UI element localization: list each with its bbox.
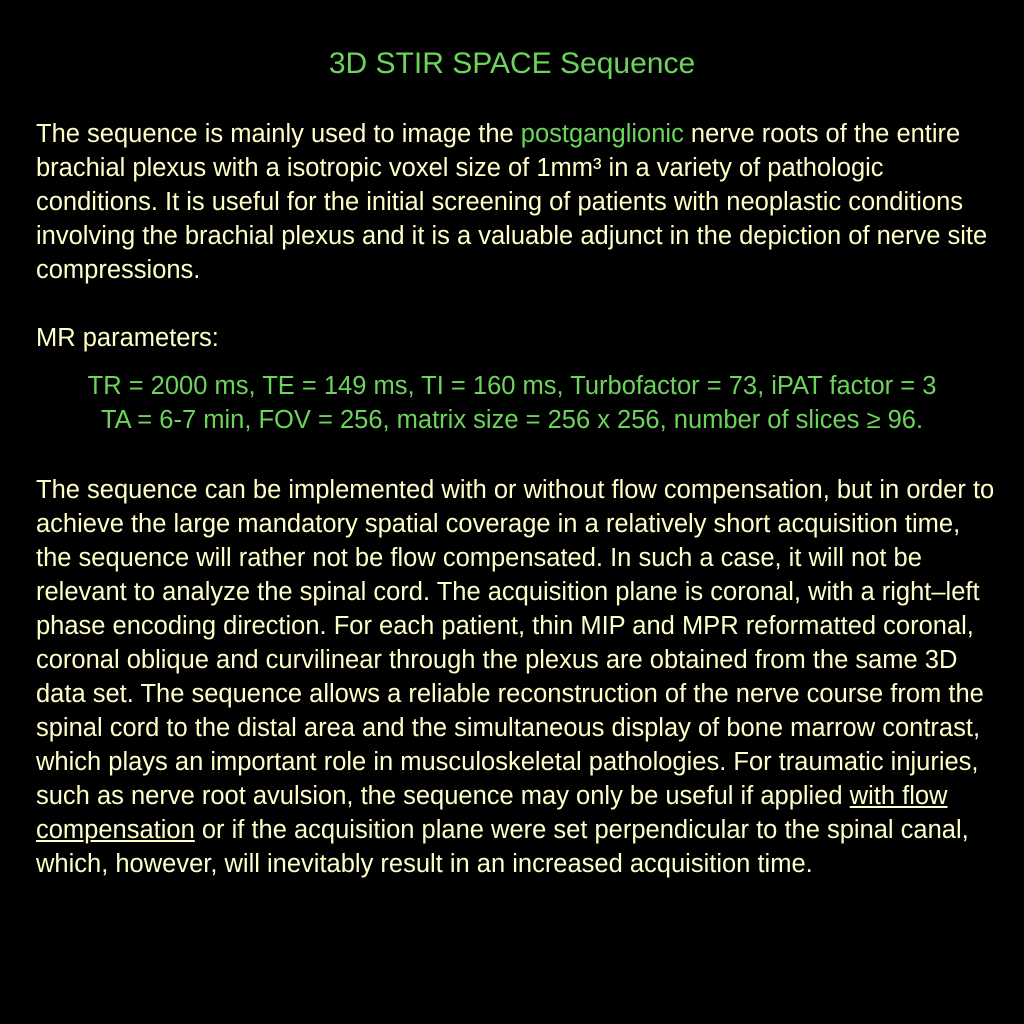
flow-compensation-underlined-text: with flow compensation xyxy=(36,782,948,844)
body-text-end: or if the acquisition plane were set perpendicular to the spinal canal, which, however, will inevitably result in an increased acquisition time. xyxy=(36,816,969,878)
mr-parameters-label: MR parameters: xyxy=(36,324,219,352)
mr-parameters-line-2: TA = 6-7 min, FOV = 256, matrix size = 256 x 256, number of slices ≥ 96. xyxy=(100,406,924,434)
intro-text-end: nerve roots of the entire brachial plexus with a isotropic voxel size of 1mm³ in a variety of pathologic conditions. It is useful for the initial screening of patients with neoplastic conditions involving the brachial plexus and it is a valuable adjunct in the depiction of nerve site compressions. xyxy=(36,120,988,284)
intro-text-start: The sequence is mainly used to image the xyxy=(36,120,521,148)
mr-parameters-line-1: TR = 2000 ms, TE = 149 ms, TI = 160 ms, Turbofactor = 73, iPAT factor = 3 xyxy=(87,372,937,400)
body-text-start: The sequence can be implemented with or without flow compensation, but in order to achieve the large mandatory spatial coverage in a relatively short acquisition time, the sequence will rather not be flow compensated. In such a case, it will not be relevant to analyze the spinal cord. The acquisition plane is coronal, with a right–left phase encoding direction. For each patient, thin MIP and MPR reformatted coronal, coronal oblique and curvilinear through the plexus are obtained from the same 3D data set. The sequence allows a reliable reconstruction of the nerve course from the spinal cord to the distal area and the simultaneous display of bone marrow contrast, which plays an important role in musculoskeletal pathologies. For traumatic injuries, such as nerve root avulsion, the sequence may only be useful if applied xyxy=(36,476,995,810)
postganglionic-highlight: postganglionic xyxy=(520,120,684,148)
body-paragraph xyxy=(36,473,996,881)
intro-paragraph xyxy=(36,117,996,287)
mr-parameters-block xyxy=(0,369,1024,437)
slide-title: 3D STIR SPACE Sequence xyxy=(328,47,696,80)
